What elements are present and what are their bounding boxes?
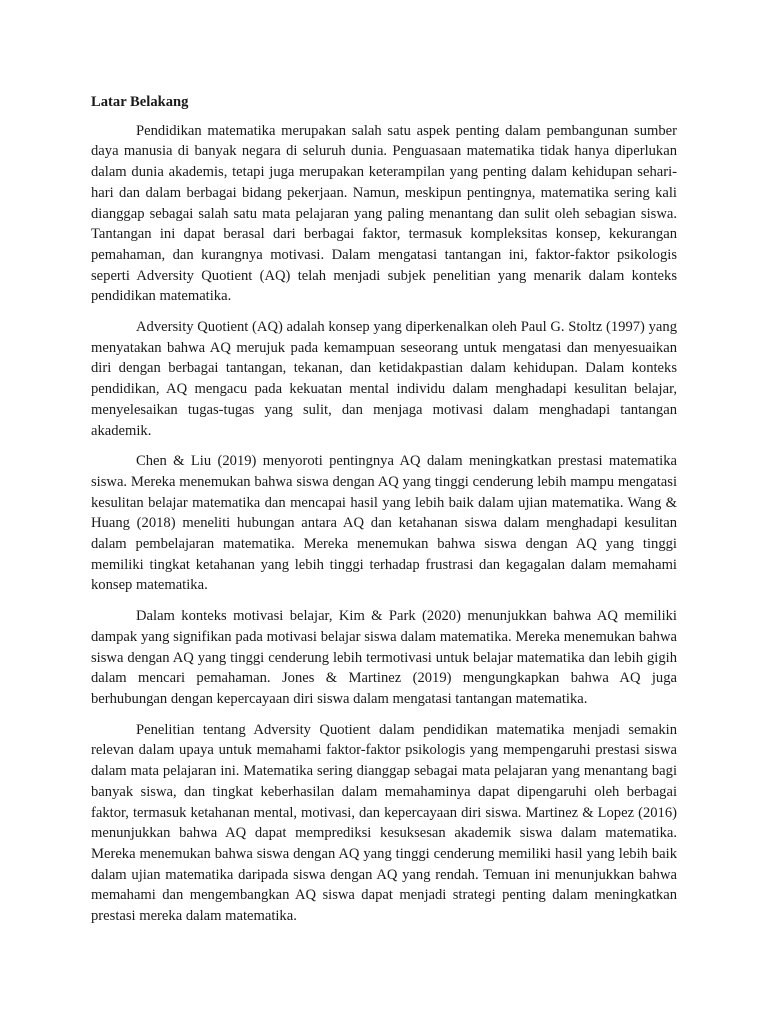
paragraph-3: Chen & Liu (2019) menyoroti pentingnya AQ dalam meningkatkan prestasi matematika siswa. Mereka menemukan bahwa siswa dengan AQ yang tinggi cenderung lebih mampu mengatasi kesulitan belajar matematika dan mencapai hasil yang lebih baik dalam ujian matematika. Wang & Huang (2018) meneliti hubungan antara AQ dan ketahanan siswa dalam menghadapi kesulitan dalam pembelajaran matematika. Mereka menemukan bahwa siswa dengan AQ yang tinggi memiliki tingkat ketahanan yang lebih tinggi terhadap frustrasi dan kegagalan dalam memahami konsep matematika. bbox=[91, 453, 677, 594]
paragraph-2: Adversity Quotient (AQ) adalah konsep yang diperkenalkan oleh Paul G. Stoltz (1997) yang menyatakan bahwa AQ merujuk pada kemampuan seseorang untuk mengatasi dan menyesuaikan diri dengan berbagai tantangan, tekanan, dan ketidakpastian dalam kehidupan. Dalam konteks pendidikan, AQ mengacu pada kekuatan mental individu dalam menghadapi kesulitan belajar, menyelesaikan tugas-tugas yang sulit, dan menjaga motivasi dalam menghadapi tantangan akademik. bbox=[91, 319, 677, 439]
paragraph-1: Pendidikan matematika merupakan salah satu aspek penting dalam pembangunan sumber daya manusia di banyak negara di seluruh dunia. Penguasaan matematika tidak hanya diperlukan dalam dunia akademis, tetapi juga merupakan keterampilan yang penting dalam kehidupan sehari-hari dan dalam berbagai bidang pekerjaan. Namun, meskipun pentingnya, matematika sering kali dianggap sebagai salah satu mata pelajaran yang paling menantang dan sulit oleh sebagian siswa. Tantangan ini dapat berasal dari berbagai faktor, termasuk kompleksitas konsep, kekurangan pemahaman, dan kurangnya motivasi. Dalam mengatasi tantangan ini, faktor-faktor psikologis seperti Adversity Quotient (AQ) telah menjadi subjek penelitian yang menarik dalam konteks pendidikan matematika. bbox=[91, 122, 677, 305]
paragraph-4: Dalam konteks motivasi belajar, Kim & Park (2020) menunjukkan bahwa AQ memiliki dampak yang signifikan pada motivasi belajar siswa dalam matematika. Mereka menemukan bahwa siswa dengan AQ yang tinggi cenderung lebih termotivasi untuk belajar matematika dan lebih gigih dalam mencari pemahaman. Jones & Martinez (2019) mengungkapkan bahwa AQ juga berhubungan dengan kepercayaan diri siswa dalam mengatasi tantangan matematika. bbox=[91, 608, 677, 707]
paragraph-5: Penelitian tentang Adversity Quotient dalam pendidikan matematika menjadi semakin relevan dalam upaya untuk memahami faktor-faktor psikologis yang mempengaruhi prestasi siswa dalam mata pelajaran ini. Matematika sering dianggap sebagai mata pelajaran yang menantang bagi banyak siswa, dan tingkat keberhasilan dalam memahaminya dapat dipengaruhi oleh berbagai faktor, termasuk ketahanan mental, motivasi, dan kepercayaan diri siswa. Martinez & Lopez (2016) menunjukkan bahwa AQ dapat memprediksi kesuksesan akademik siswa dalam matematika. Mereka menemukan bahwa siswa dengan AQ yang tinggi cenderung memiliki hasil yang lebih baik dalam ujian matematika daripada siswa dengan AQ yang rendah. Temuan ini menunjukkan bahwa memahami dan mengembangkan AQ siswa dapat menjadi strategi penting dalam meningkatkan prestasi mereka dalam matematika. bbox=[91, 721, 677, 925]
section-heading: Latar Belakang bbox=[91, 94, 189, 110]
document-body bbox=[91, 92, 677, 937]
